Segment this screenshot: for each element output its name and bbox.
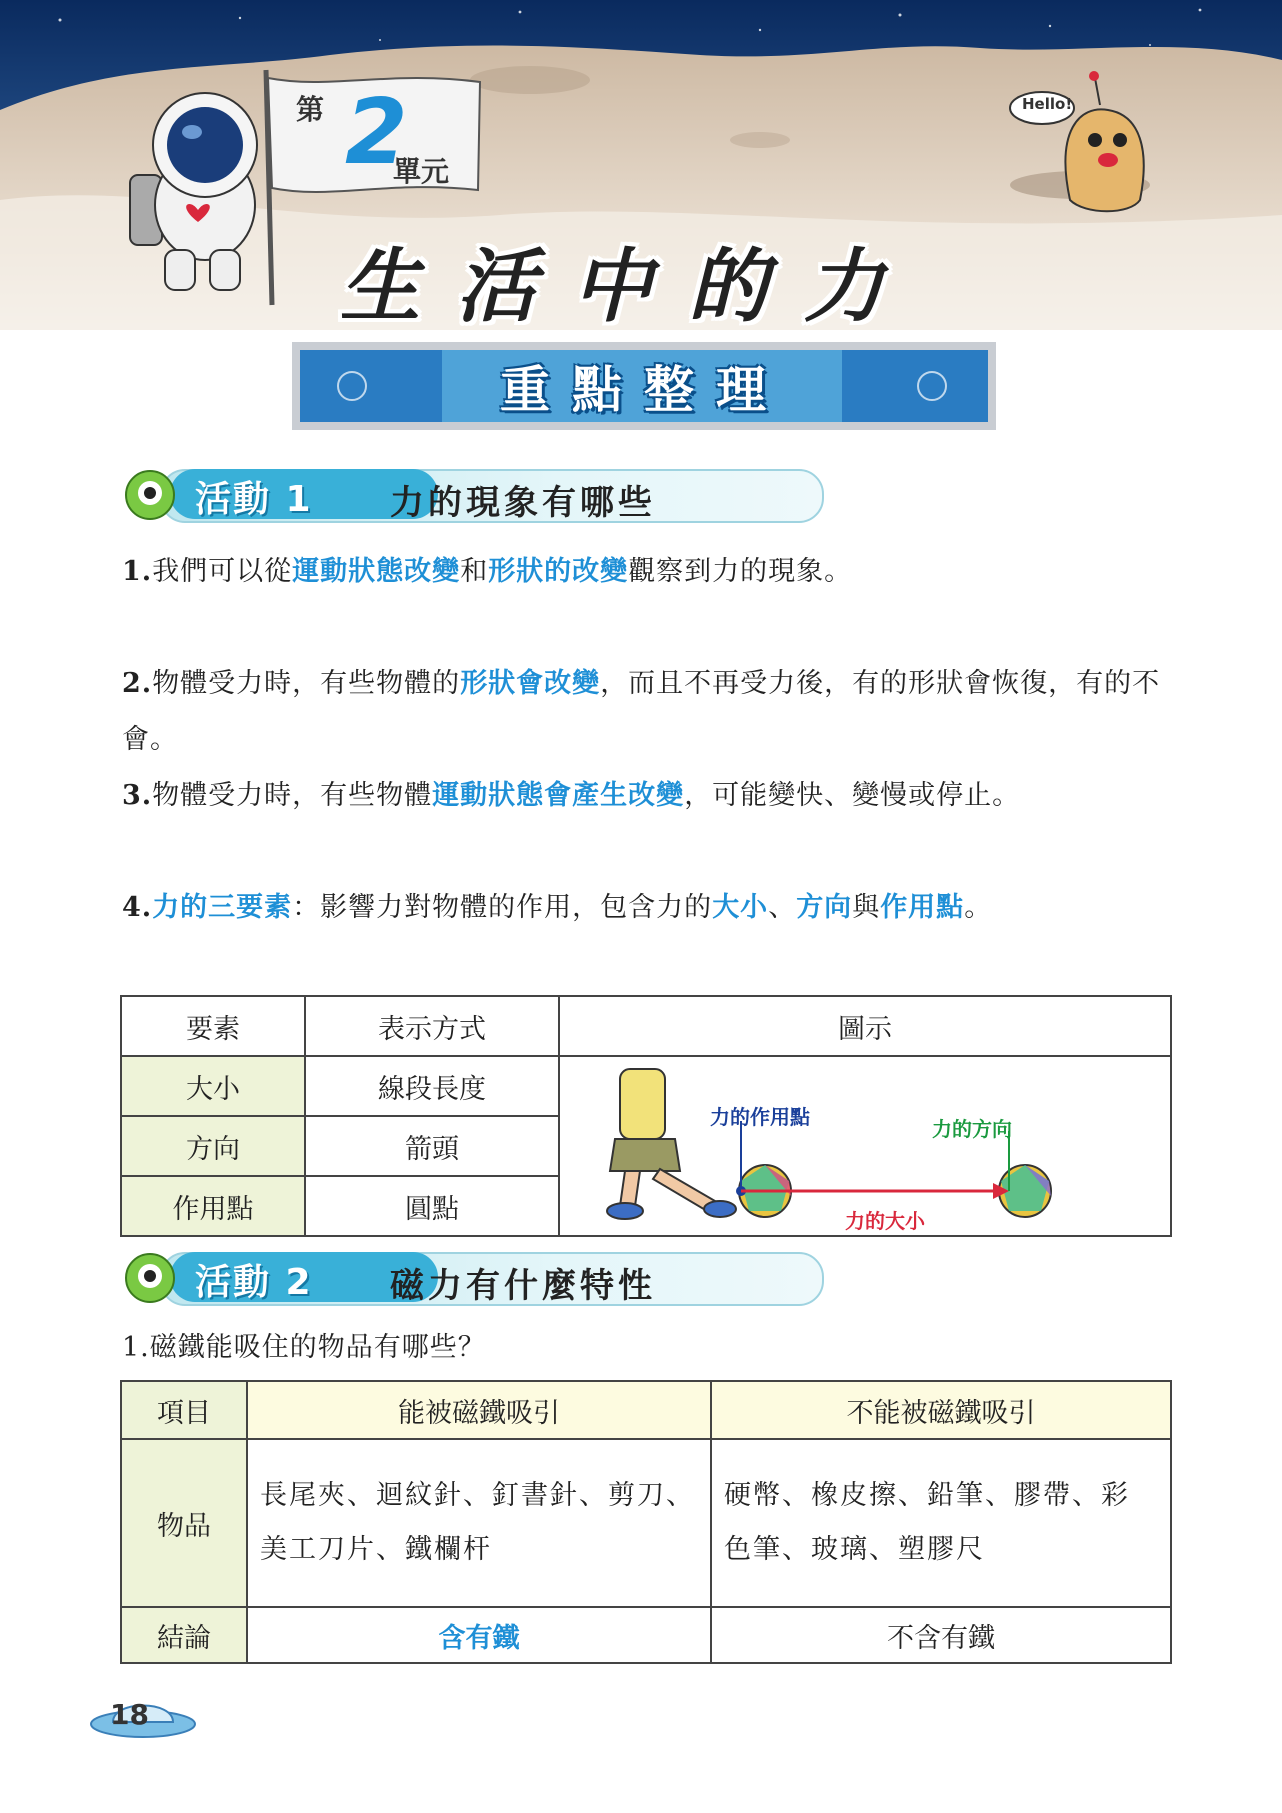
alien-speech-text: Hello!	[1022, 95, 1073, 113]
figure-label-magnitude: 力的大小	[845, 1209, 925, 1233]
table-cell: 結論	[121, 1607, 247, 1663]
not-attracted-items-cell: 硬幣、橡皮擦、鉛筆、膠帶、彩色筆、玻璃、塑膠尺	[711, 1439, 1171, 1607]
activity-2-question: 1.磁鐵能吸住的物品有哪些？	[122, 1332, 486, 1363]
page-number: 18	[110, 1698, 149, 1731]
activity-1-header	[120, 465, 830, 523]
list-item: 4.力的三要素：影響力對物體的作用，包含力的大小、方向與作用點。	[122, 892, 993, 923]
list-item: 1.我們可以從運動狀態改變和形狀的改變觀察到力的現象。	[122, 556, 853, 587]
force-diagram-cell	[559, 1056, 1171, 1236]
table-cell: 圓點	[305, 1176, 559, 1236]
unit-title: 生活中的力	[340, 240, 920, 333]
summary-banner	[292, 342, 996, 430]
figure-label-point: 力的作用點	[710, 1105, 810, 1129]
monster-icon	[120, 1248, 180, 1306]
attracted-items-cell: 長尾夾、迴紋針、釘書針、剪刀、美工刀片、鐵欄杆	[247, 1439, 711, 1607]
list-item: 3.物體受力時，有些物體運動狀態會產生改變，可能變快、變慢或停止。	[122, 780, 1021, 811]
conclusion-attracted-cell: 含有鐵	[247, 1607, 711, 1663]
magnet-items-table	[120, 1380, 1172, 1664]
unit-prefix: 第	[296, 93, 325, 126]
activity-1-topic: 力的現象有哪些	[390, 483, 656, 523]
table-header: 圖示	[559, 996, 1171, 1056]
table-header: 表示方式	[305, 996, 559, 1056]
table-cell: 大小	[121, 1056, 305, 1116]
table-cell: 方向	[121, 1116, 305, 1176]
unit-number: 2	[345, 80, 408, 185]
list-item: 2.物體受力時，有些物體的形狀會改變，而且不再受力後，有的形狀會恢復，有的不會。	[122, 668, 1161, 755]
table-cell: 線段長度	[305, 1056, 559, 1116]
table-cell: 作用點	[121, 1176, 305, 1236]
activity-2-topic: 磁力有什麼特性	[390, 1266, 656, 1306]
activity-2-tag: 活動 2	[195, 1262, 313, 1303]
conclusion-not-attracted-cell: 不含有鐵	[711, 1607, 1171, 1663]
unit-suffix: 單元	[393, 155, 450, 188]
activity-2-header	[120, 1248, 830, 1306]
table-header: 能被磁鐵吸引	[247, 1381, 711, 1439]
figure-label-direction: 力的方向	[932, 1117, 1012, 1141]
table-cell: 箭頭	[305, 1116, 559, 1176]
banner-title: 重點整理	[500, 361, 788, 419]
table-header: 項目	[121, 1381, 247, 1439]
table-cell: 物品	[121, 1439, 247, 1607]
activity-1-tag: 活動 1	[195, 479, 313, 520]
monster-icon	[120, 465, 180, 523]
force-elements-table	[120, 995, 1172, 1237]
table-header: 不能被磁鐵吸引	[711, 1381, 1171, 1439]
table-header: 要素	[121, 996, 305, 1056]
